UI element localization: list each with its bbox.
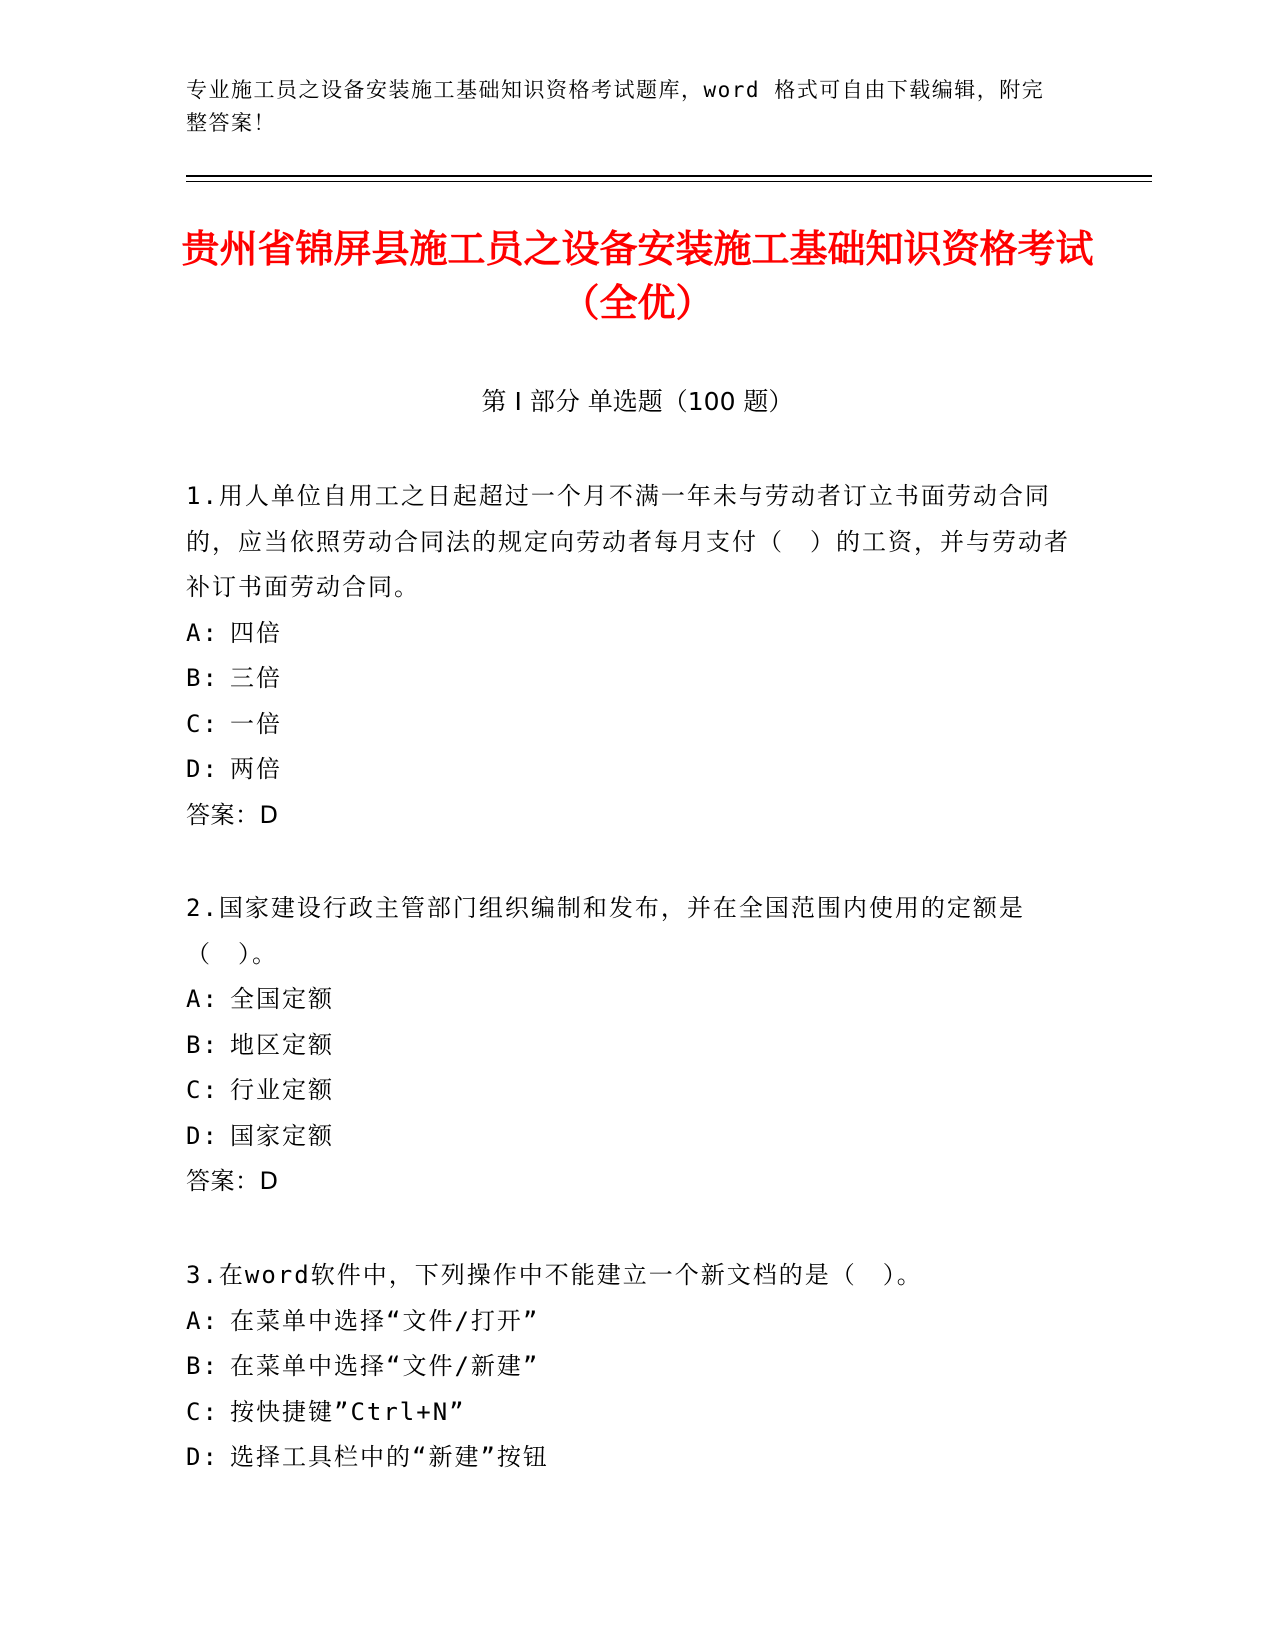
- option-key: B:: [186, 664, 219, 692]
- option-text: 行业定额: [230, 1076, 334, 1104]
- question-stem: 1.用人单位自用工之日起超过一个月不满一年未与劳动者订立书面劳动合同的，应当依照劳动合同法的规定向劳动者每月支付（ ）的工资，并与劳动者补订书面劳动合同。: [186, 482, 1070, 601]
- question-stem: 2.国家建设行政主管部门组织编制和发布，并在全国范围内使用的定额是（ ）。: [186, 894, 1025, 968]
- option-text: 一倍: [230, 709, 282, 738]
- section-title: 第 I 部分 单选题（100 题）: [481, 387, 794, 416]
- option-d: [186, 1435, 1086, 1481]
- option-text: 三倍: [230, 664, 282, 692]
- option-key: A:: [186, 1306, 219, 1335]
- option-d: [186, 747, 1086, 793]
- option-a: [186, 611, 1086, 657]
- option-key: C:: [186, 1076, 219, 1104]
- option-b: [186, 1344, 1086, 1390]
- option-key: B:: [186, 1352, 219, 1380]
- option-text: 四倍: [230, 618, 282, 647]
- option-text: 两倍: [230, 755, 282, 783]
- document-title: 贵州省锦屏县施工员之设备安装施工基础知识资格考试（全优）: [181, 227, 1094, 325]
- option-key: A:: [186, 618, 219, 647]
- option-c: [186, 1068, 1086, 1114]
- question-stem: 3.在word软件中，下列操作中不能建立一个新文档的是（ ）。: [186, 1261, 923, 1289]
- header-rule-thick: [186, 175, 1152, 177]
- option-key: D:: [186, 1443, 219, 1471]
- option-key: B:: [186, 1030, 219, 1059]
- header-rule-thin: [186, 181, 1152, 182]
- option-text: 在菜单中选择“文件/新建”: [230, 1352, 540, 1380]
- question-2: [186, 886, 1086, 1205]
- option-c: [186, 702, 1086, 748]
- answer: 答案：D: [186, 800, 279, 829]
- option-text: 在菜单中选择“文件/打开”: [230, 1306, 540, 1335]
- option-a: [186, 977, 1086, 1023]
- option-b: [186, 656, 1086, 702]
- option-text: 地区定额: [230, 1030, 334, 1059]
- option-text: 国家定额: [230, 1121, 334, 1150]
- option-text: 按快捷键”Ctrl+N”: [230, 1397, 466, 1426]
- option-key: D:: [186, 1121, 219, 1150]
- option-b: [186, 1023, 1086, 1069]
- question-1: [186, 474, 1086, 838]
- option-text: 选择工具栏中的“新建”按钮: [230, 1443, 549, 1471]
- option-key: D:: [186, 755, 219, 783]
- option-key: C:: [186, 1397, 219, 1426]
- answer: 答案：D: [186, 1167, 279, 1195]
- question-3: [186, 1253, 1086, 1481]
- option-text: 全国定额: [230, 985, 334, 1013]
- header-note: 专业施工员之设备安装施工基础知识资格考试题库，word 格式可自由下载编辑，附完整答案！: [186, 78, 1045, 135]
- option-d: [186, 1114, 1086, 1160]
- option-a: [186, 1299, 1086, 1345]
- option-c: [186, 1390, 1086, 1436]
- option-key: A:: [186, 985, 219, 1013]
- option-key: C:: [186, 709, 219, 738]
